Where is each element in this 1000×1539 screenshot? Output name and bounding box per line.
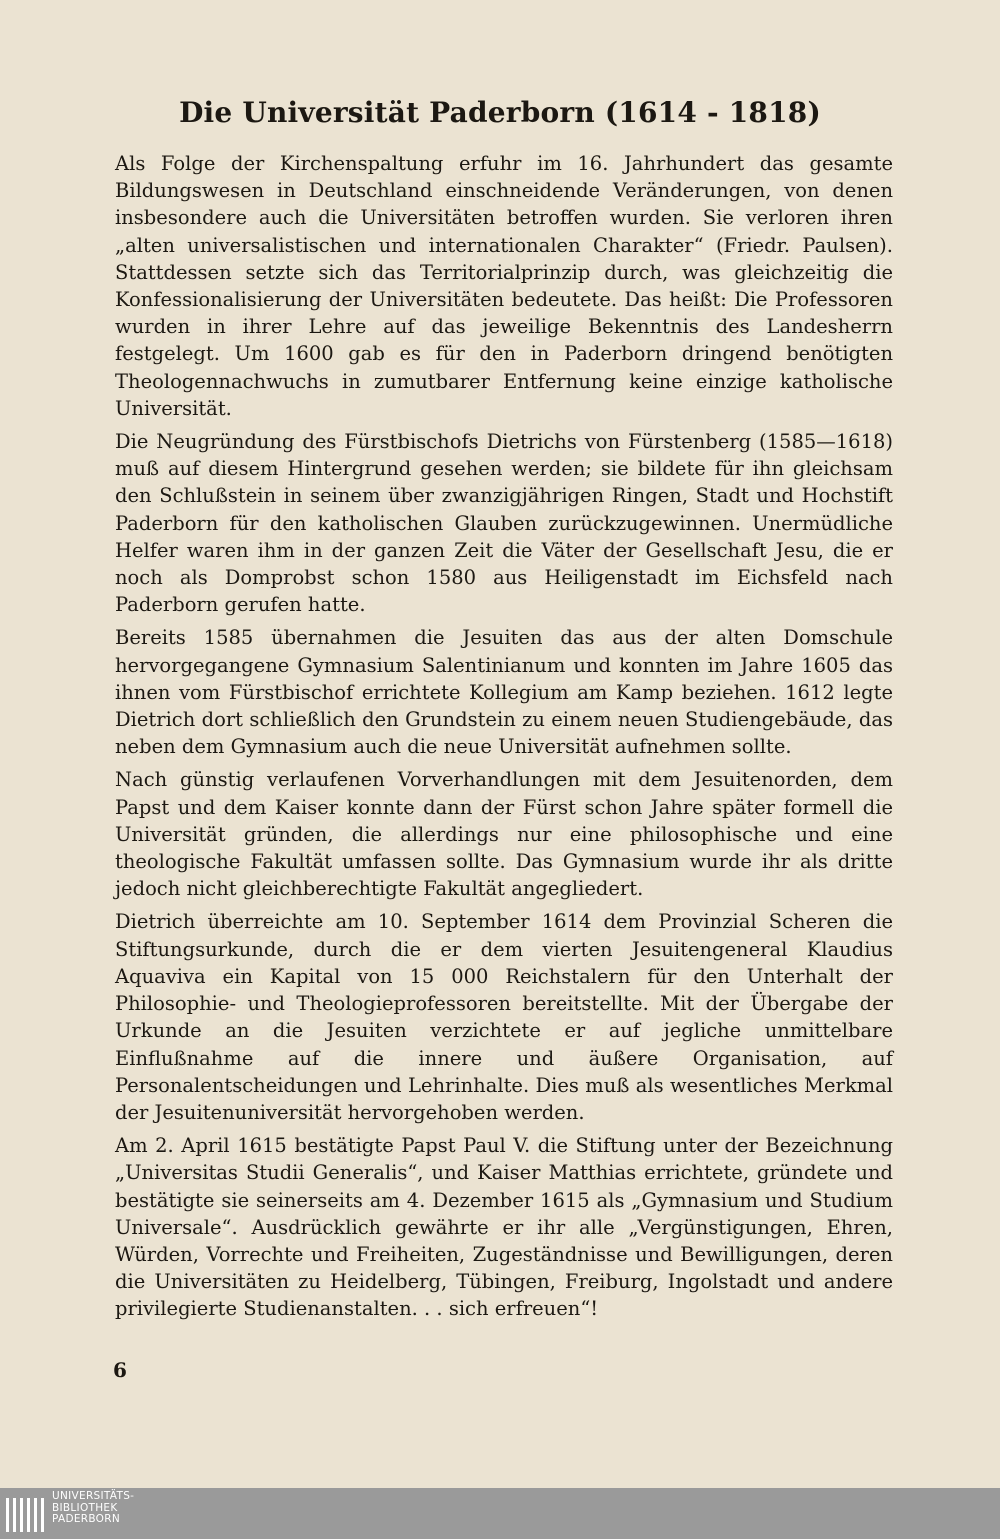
library-logo-icon: [4, 1494, 48, 1534]
library-footer-bar: [0, 1488, 1000, 1539]
body-text: [115, 150, 893, 1329]
library-name-line-1: UNIVERSITÄTS-: [52, 1490, 135, 1502]
library-name-line-3: PADERBORN: [52, 1513, 120, 1525]
library-name-line-2: BIBLIOTHEK: [52, 1501, 118, 1514]
library-name: [52, 1491, 134, 1526]
paragraph-4: Nach günstig verlaufenen Vorverhandlungen mit dem Jesuitenorden, dem Papst und dem Kaiser konnte dann der Fürst schon Jahre später formell die Universität gründen, die allerdings nur eine philosophische und eine theologische Fakultät umfassen sollte. Das Gymnasium wurde ihr als dritte jedoch nicht gleichberechtigte Fakultät angegliedert.: [115, 768, 893, 901]
paragraph-6: Am 2. April 1615 bestätigte Papst Paul V. die Stiftung unter der Bezeichnung „Universitas Studii Generalis“, und Kaiser Matthias errichtete, gründete und bestätigte sie seinerseits am 4. Dezember 1615 als „Gymnasium und Studium Universale“. Ausdrücklich gewährte er ihr alle „Vergünstigungen, Ehren, Würden, Vorrechte und Freiheiten, Zugeständnisse und Bewilligungen, deren die Universitäten zu Heidelberg, Tübingen, Freiburg, Ingolstadt und andere privilegierte Studienanstalten. . . sich erfreuen“!: [115, 1134, 893, 1321]
page-title: Die Universität Paderborn (1614 - 1818): [179, 96, 821, 129]
paragraph-2: Die Neugründung des Fürstbischofs Dietrichs von Fürstenberg (1585—1618) muß auf diesem Hintergrund gesehen werden; sie bildete für ihn gleichsam den Schlußstein in seinem über zwanzigjährigen Ringen, Stadt und Hochstift Paderborn für den katholischen Glauben zurückzugewinnen. Unermüdliche Helfer waren ihm in der ganzen Zeit die Väter der Gesellschaft Jesu, die er noch als Domprobst schon 1580 aus Heiligenstadt im Eichsfeld nach Paderborn gerufen hatte.: [115, 430, 893, 617]
paragraph-3: Bereits 1585 übernahmen die Jesuiten das aus der alten Domschule hervorgegangene Gymnasium Salentinianum und konnten im Jahre 1605 das ihnen vom Fürstbischof errichtete Kollegium am Kamp beziehen. 1612 legte Dietrich dort schließlich den Grundstein zu einem neuen Studiengebäude, das neben dem Gymnasium auch die neue Universität aufnehmen sollte.: [115, 626, 893, 759]
page-number: 6: [113, 1358, 127, 1382]
paragraph-1: Als Folge der Kirchenspaltung erfuhr im 16. Jahrhundert das gesamte Bildungswesen in Deutschland einschneidende Veränderungen, von denen insbesondere auch die Universitäten betroffen wurden. Sie verloren ihren „alten universalistischen und internationalen Charakter“ (Friedr. Paulsen). Stattdessen setzte sich das Territorialprinzip durch, was gleichzeitig die Konfessionalisierung der Universitäten bedeutete. Das heißt: Die Professoren wurden in ihrer Lehre auf das jeweilige Bekenntnis des Landesherrn festgelegt. Um 1600 gab es für den in Paderborn dringend benötigten Theologennachwuchs in zumutbarer Entfernung keine einzige katholische Universität.: [115, 152, 893, 420]
paragraph-5: Dietrich überreichte am 10. September 1614 dem Provinzial Scheren die Stiftungsurkunde, durch die er dem vierten Jesuitengeneral Klaudius Aquaviva ein Kapital von 15 000 Reichstalern für den Unterhalt der Philosophie- und Theologieprofessoren bereitstellte. Mit der Übergabe der Urkunde an die Jesuiten verzichtete er auf jegliche unmittelbare Einflußnahme auf die innere und äußere Organisation, auf Personalentscheidungen und Lehrinhalte. Dies muß als wesentliches Merkmal der Jesuitenuniversität hervorgehoben werden.: [115, 910, 893, 1124]
